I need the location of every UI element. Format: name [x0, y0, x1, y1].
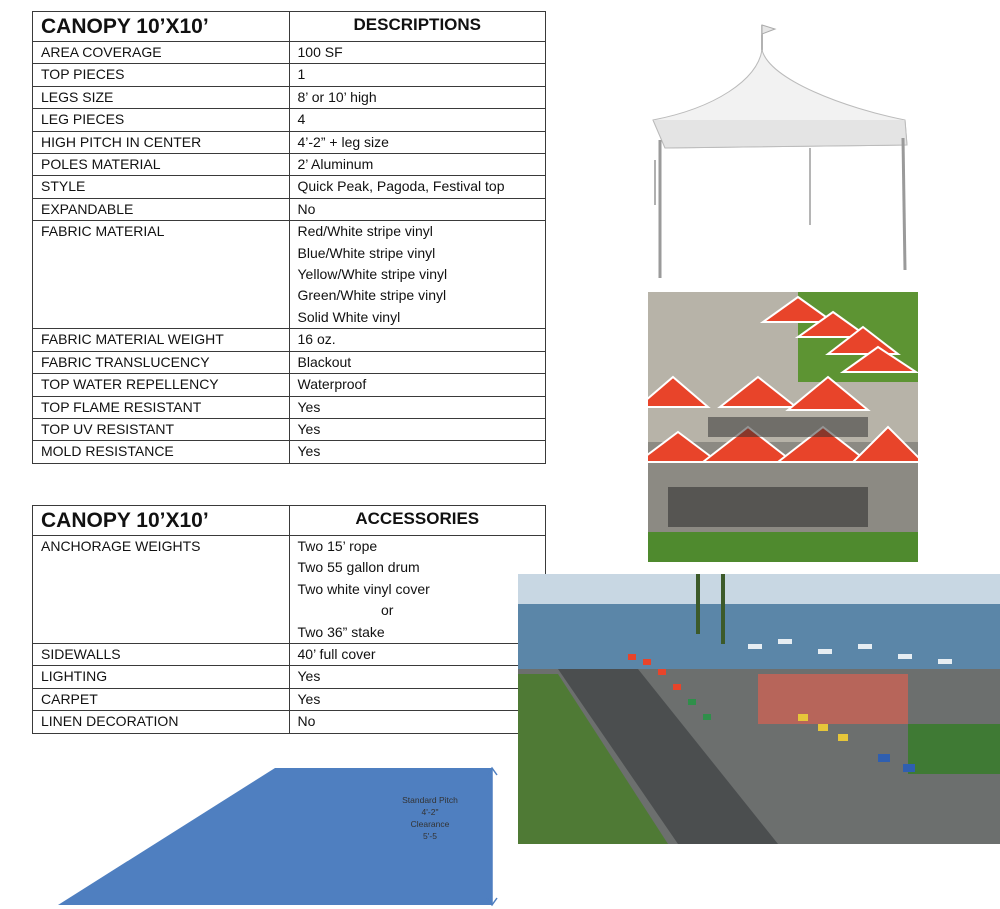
table-row — [33, 396, 546, 418]
row-label: TOP WATER REPELLENCY — [33, 374, 290, 396]
white-canopy-photo — [645, 20, 913, 282]
row-value-line: Blackout — [297, 353, 352, 370]
row-label: POLES MATERIAL — [33, 154, 290, 176]
row-value-line: Waterproof — [297, 376, 367, 393]
row-value — [289, 131, 546, 153]
table-row — [33, 666, 546, 688]
table-title: CANOPY 10’X10’ — [33, 12, 290, 42]
row-value-line: 4 — [297, 111, 306, 128]
row-value-line: Two 15’ rope — [297, 538, 378, 554]
row-label: LIGHTING — [33, 666, 290, 688]
row-label: CARPET — [33, 688, 290, 710]
row-label: ANCHORAGE WEIGHTS — [33, 536, 290, 644]
row-value-line: or — [381, 602, 394, 619]
row-label: FABRIC MATERIAL — [33, 221, 290, 329]
row-value — [289, 644, 546, 666]
table-row — [33, 221, 546, 329]
table-row — [33, 688, 546, 710]
row-value — [289, 329, 546, 351]
row-label: MOLD RESISTANCE — [33, 441, 290, 463]
table-column-header: DESCRIPTIONS — [289, 12, 546, 42]
row-label: TOP PIECES — [33, 64, 290, 86]
row-value — [289, 351, 546, 373]
table-row — [33, 441, 546, 463]
row-value — [289, 418, 546, 440]
row-value-line: Yellow/White stripe vinyl — [297, 266, 448, 283]
table-row — [33, 42, 546, 64]
table-header-row — [33, 506, 546, 536]
pitch-label-3: Clearance — [410, 819, 450, 829]
row-label: SIDEWALLS — [33, 644, 290, 666]
table-header-row — [33, 12, 546, 42]
row-value-line: Blue/White stripe vinyl — [297, 244, 436, 261]
row-value-line: 2’ Aluminum — [297, 156, 374, 173]
table-column-header: ACCESSORIES — [289, 506, 546, 536]
row-value — [289, 109, 546, 131]
row-value — [289, 711, 546, 733]
row-value — [289, 688, 546, 710]
row-label: TOP UV RESISTANT — [33, 418, 290, 440]
descriptions-table — [32, 11, 546, 464]
row-value-line: Yes — [297, 420, 321, 437]
table-row — [33, 536, 546, 644]
pitch-diagram — [55, 765, 505, 909]
row-label: TOP FLAME RESISTANT — [33, 396, 290, 418]
row-value-line: 100 SF — [297, 44, 343, 60]
row-value-line: 1 — [297, 66, 306, 83]
pitch-label-4: 5'-5 — [423, 831, 437, 841]
row-value-line: Green/White stripe vinyl — [297, 287, 447, 304]
row-value-line: Yes — [297, 690, 321, 707]
accessories-table — [32, 505, 546, 734]
table-title: CANOPY 10’X10’ — [33, 506, 290, 536]
row-value — [289, 396, 546, 418]
row-value — [289, 154, 546, 176]
table-row — [33, 86, 546, 108]
row-label: LEGS SIZE — [33, 86, 290, 108]
row-value-line: Yes — [297, 668, 321, 685]
row-label: LEG PIECES — [33, 109, 290, 131]
row-value-line: No — [297, 713, 316, 730]
row-value — [289, 64, 546, 86]
row-value — [289, 42, 546, 64]
row-label: FABRIC TRANSLUCENCY — [33, 351, 290, 373]
row-value — [289, 86, 546, 108]
row-value-line: Two white vinyl cover — [297, 580, 430, 597]
row-value-line: Red/White stripe vinyl — [297, 223, 433, 240]
row-value-line: Solid White vinyl — [297, 308, 401, 325]
table-row — [33, 329, 546, 351]
pitch-label-2: 4'-2" — [421, 807, 439, 817]
row-value-line: Two 36” stake — [297, 623, 385, 640]
pitch-label-1: Standard Pitch — [402, 795, 458, 805]
row-label: STYLE — [33, 176, 290, 198]
table-row — [33, 64, 546, 86]
row-label: HIGH PITCH IN CENTER — [33, 131, 290, 153]
table-row — [33, 131, 546, 153]
table-row — [33, 154, 546, 176]
row-label: EXPANDABLE — [33, 198, 290, 220]
row-value-line: Quick Peak, Pagoda, Festival top — [297, 178, 505, 195]
row-value — [289, 374, 546, 396]
row-value — [289, 221, 546, 329]
row-value-line: 16 oz. — [297, 331, 336, 348]
row-label: LINEN DECORATION — [33, 711, 290, 733]
marina-event-photo — [518, 574, 1000, 844]
row-value-line: No — [297, 200, 316, 217]
row-label: AREA COVERAGE — [33, 42, 290, 64]
festival-tents-photo — [648, 292, 918, 562]
row-value — [289, 198, 546, 220]
table-row — [33, 374, 546, 396]
row-value — [289, 666, 546, 688]
table-row — [33, 711, 546, 733]
row-value — [289, 176, 546, 198]
row-value-line: Two 55 gallon drum — [297, 559, 420, 576]
table-row — [33, 418, 546, 440]
row-value — [289, 536, 546, 644]
table-row — [33, 176, 546, 198]
table-row — [33, 644, 546, 666]
row-value — [289, 441, 546, 463]
table-row — [33, 109, 546, 131]
row-value-line: 8’ or 10’ high — [297, 88, 377, 105]
row-value-line: Yes — [297, 398, 321, 415]
table-row — [33, 198, 546, 220]
table-row — [33, 351, 546, 373]
row-label: FABRIC MATERIAL WEIGHT — [33, 329, 290, 351]
row-value-line: Yes — [297, 443, 321, 460]
row-value-line: 4’-2” + leg size — [297, 133, 389, 150]
row-value-line: 40’ full cover — [297, 646, 376, 663]
